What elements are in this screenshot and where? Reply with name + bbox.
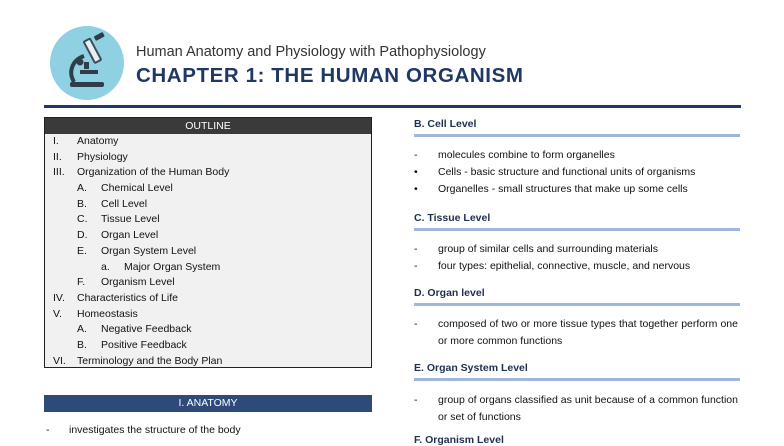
outline-item-text: Tissue Level [101, 213, 160, 226]
microscope-logo [50, 26, 124, 100]
bullet-marker: - [46, 424, 50, 436]
section-heading: E. Organ System Level [414, 362, 528, 374]
outline-item-number: IV. [53, 291, 65, 304]
outline-item [45, 322, 371, 338]
chapter-title: CHAPTER 1: THE HUMAN ORGANISM [136, 64, 524, 87]
outline-item-text: Organism Level [101, 276, 175, 289]
outline-item [45, 291, 371, 307]
outline-item-number: C. [77, 213, 88, 226]
list-item-text: four types: epithelial, connective, muscle, and nervous [438, 260, 691, 272]
outline-item-number: VI. [53, 354, 66, 367]
list-item-text: composed of two or more tissue types that together perform one or more common functions [438, 318, 738, 347]
outline-item-text: Negative Feedback [101, 323, 192, 336]
outline-item [45, 354, 371, 370]
list-item-text: molecules combine to form organelles [438, 149, 615, 161]
outline-item-number: E. [77, 244, 87, 257]
microscope-icon [50, 26, 124, 100]
outline-item-number: B. [77, 338, 87, 351]
section-underline [414, 228, 740, 231]
outline-item [45, 307, 371, 323]
outline-item-number: II. [53, 150, 62, 163]
outline-item-number: F. [77, 276, 86, 289]
outline-item-text: Terminology and the Body Plan [77, 354, 223, 367]
outline-item [45, 338, 371, 354]
outline-item-text: Chemical Level [101, 182, 173, 195]
outline-item-text: Organ System Level [101, 244, 197, 257]
bullet-dash: - [414, 243, 418, 255]
section-underline [414, 378, 740, 381]
bullet-dash: - [414, 318, 418, 330]
bullet-text: investigates the structure of the body [69, 424, 241, 436]
bullet-dash: - [414, 260, 418, 272]
outline-item-number: V. [53, 307, 62, 320]
outline-item [45, 197, 371, 213]
outline-item [45, 244, 371, 260]
outline-item-text: Organ Level [101, 229, 159, 242]
outline-box [44, 117, 372, 368]
list-item-text: Cells - basic structure and functional units of organisms [438, 166, 696, 178]
document-subtitle: Human Anatomy and Physiology with Pathophysiology [136, 44, 486, 60]
section-underline [414, 134, 740, 137]
outline-item-number: I. [53, 135, 59, 147]
outline-item [45, 212, 371, 228]
outline-item-text: Cell Level [101, 197, 148, 210]
list-item-text: group of organs classified as unit because of a common function or set of functions [438, 394, 738, 423]
outline-item-text: Characteristics of Life [77, 291, 178, 304]
list-item-text: Organelles - small structures that make up some cells [438, 183, 688, 195]
outline-item-number: A. [77, 182, 87, 195]
outline-item-text: Organization of the Human Body [77, 166, 230, 179]
bullet-dash: - [414, 149, 418, 161]
outline-item [45, 134, 371, 150]
section-underline [414, 303, 740, 306]
outline-item-text: Physiology [77, 150, 128, 163]
bullet-dot: • [414, 166, 418, 178]
outline-item [45, 165, 371, 181]
outline-item [45, 260, 371, 276]
section-heading: D. Organ level [414, 287, 485, 299]
list-item-text: group of similar cells and surrounding materials [438, 243, 659, 255]
outline-item-text: Positive Feedback [101, 338, 187, 351]
outline-item-text: Major Organ System [124, 260, 221, 273]
outline-item-number: A. [77, 323, 87, 336]
outline-item-number: a. [101, 260, 110, 273]
outline-item-number: B. [77, 197, 87, 210]
outline-item-number: III. [53, 166, 65, 179]
outline-item-text: Anatomy [77, 135, 119, 147]
outline-item [45, 150, 371, 166]
outline-item-text: Homeostasis [77, 307, 138, 320]
outline-item [45, 275, 371, 291]
outline-list [45, 134, 371, 369]
outline-heading: OUTLINE [45, 118, 371, 134]
section-heading: C. Tissue Level [414, 212, 491, 224]
section-heading: F. Organism Level [414, 434, 504, 446]
section-heading: B. Cell Level [414, 118, 477, 130]
bullet-dash: - [414, 394, 418, 406]
header-divider [44, 105, 741, 108]
anatomy-section-heading: I. ANATOMY [44, 395, 372, 412]
outline-item [45, 228, 371, 244]
outline-item [45, 181, 371, 197]
outline-item-number: D. [77, 229, 88, 242]
bullet-dot: • [414, 183, 418, 195]
